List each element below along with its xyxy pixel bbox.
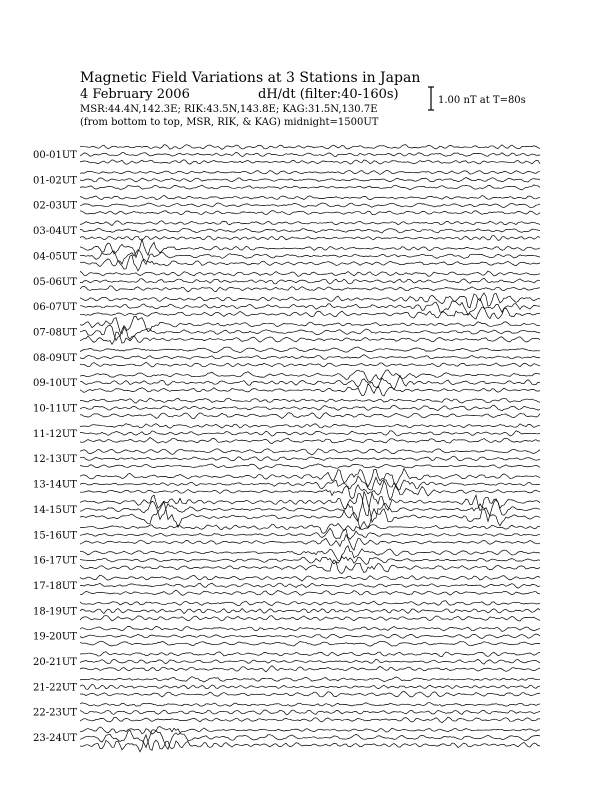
trace-kag bbox=[80, 493, 540, 516]
trace-kag bbox=[80, 449, 540, 455]
trace-msr bbox=[80, 332, 540, 344]
hour-label: 02-03UT bbox=[33, 200, 77, 212]
trace-msr bbox=[80, 641, 540, 646]
trace-msr bbox=[80, 438, 540, 444]
trace-kag bbox=[80, 652, 540, 657]
trace-kag bbox=[80, 347, 540, 353]
trace-msr bbox=[80, 286, 540, 292]
trace-rik bbox=[80, 684, 540, 689]
trace-msr bbox=[80, 307, 540, 319]
trace-rik bbox=[80, 228, 540, 233]
hour-label: 15-16UT bbox=[33, 530, 77, 542]
chart-title: Magnetic Field Variations at 3 Stations in Japan bbox=[80, 70, 421, 86]
hour-label: 03-04UT bbox=[33, 226, 77, 238]
trace-rik bbox=[80, 659, 540, 664]
hour-label: 08-09UT bbox=[33, 352, 77, 364]
trace-msr bbox=[80, 717, 540, 723]
trace-kag bbox=[80, 575, 540, 581]
trace-kag bbox=[80, 271, 540, 276]
trace-msr bbox=[80, 160, 540, 165]
trace-kag bbox=[80, 424, 540, 429]
hour-label: 19-20UT bbox=[33, 631, 77, 643]
trace-msr bbox=[80, 211, 540, 215]
trace-kag bbox=[80, 677, 540, 683]
scale-bar bbox=[428, 87, 434, 110]
hour-label: 18-19UT bbox=[33, 606, 77, 618]
trace-msr bbox=[80, 616, 540, 622]
hour-label: 20-21UT bbox=[33, 657, 77, 668]
trace-rik bbox=[80, 355, 540, 360]
hour-label: 23-24UT bbox=[33, 733, 77, 745]
hour-label: 17-18UT bbox=[33, 580, 77, 592]
trace-rik bbox=[80, 609, 540, 614]
hour-label: 22-23UT bbox=[33, 707, 77, 719]
trace-kag bbox=[80, 145, 540, 150]
trace-msr bbox=[80, 560, 540, 574]
hour-label: 01-02UT bbox=[33, 175, 77, 187]
trace-msr bbox=[80, 464, 540, 469]
date-label: 4 February 2006 bbox=[80, 87, 190, 102]
quantity-label: dH/dt (filter:40-160s) bbox=[258, 87, 399, 102]
trace-rik bbox=[80, 476, 540, 490]
trace-rik bbox=[80, 431, 540, 436]
order-note: (from bottom to top, MSR, RIK, & KAG) midnight=1500UT bbox=[80, 117, 379, 128]
hour-label: 09-10UT bbox=[33, 378, 77, 390]
hour-label: 12-13UT bbox=[33, 454, 77, 466]
trace-msr bbox=[80, 590, 540, 595]
trace-kag bbox=[80, 398, 540, 403]
hour-label: 21-22UT bbox=[33, 682, 77, 694]
hour-label: 00-01UT bbox=[33, 150, 77, 161]
trace-rik bbox=[80, 376, 540, 390]
trace-msr bbox=[80, 236, 540, 241]
hour-label: 13-14UT bbox=[33, 479, 77, 491]
trace-kag bbox=[80, 170, 540, 174]
trace-rik bbox=[80, 152, 540, 156]
trace-kag bbox=[80, 546, 540, 561]
trace-rik bbox=[80, 634, 540, 639]
scale-bar-label: 1.00 nT at T=80s bbox=[438, 95, 526, 106]
trace-rik bbox=[80, 325, 540, 341]
trace-msr bbox=[80, 413, 540, 419]
trace-msr bbox=[80, 481, 540, 500]
hour-label: 06-07UT bbox=[33, 302, 77, 314]
trace-rik bbox=[80, 405, 540, 411]
trace-rik bbox=[80, 456, 540, 461]
trace-rik bbox=[80, 178, 540, 183]
hour-label: 11-12UT bbox=[33, 428, 77, 440]
trace-rik bbox=[80, 583, 540, 588]
trace-msr bbox=[80, 535, 540, 551]
trace-kag bbox=[80, 468, 540, 486]
trace-kag bbox=[80, 316, 540, 333]
hour-label: 05-06UT bbox=[33, 276, 77, 288]
trace-kag bbox=[80, 703, 540, 707]
trace-msr bbox=[80, 666, 540, 672]
trace-kag bbox=[80, 523, 540, 533]
trace-rik bbox=[80, 203, 540, 208]
hour-label: 04-05UT bbox=[33, 251, 77, 263]
trace-msr bbox=[80, 362, 540, 367]
hour-label: 10-11UT bbox=[33, 403, 77, 415]
trace-kag bbox=[80, 370, 540, 382]
stations-label: MSR:44.4N,142.3E; RIK:43.5N,143.8E; KAG:31.5N,130.7E bbox=[80, 104, 378, 115]
hour-label: 16-17UT bbox=[33, 555, 77, 567]
trace-rik bbox=[80, 557, 540, 565]
trace-rik bbox=[80, 710, 540, 714]
trace-rows bbox=[33, 145, 540, 752]
trace-msr bbox=[80, 384, 540, 396]
hour-label: 07-08UT bbox=[33, 327, 77, 339]
trace-kag bbox=[80, 626, 540, 631]
trace-kag bbox=[80, 195, 540, 199]
trace-msr bbox=[80, 691, 540, 697]
hour-label: 14-15UT bbox=[33, 504, 77, 516]
trace-kag bbox=[80, 601, 540, 606]
trace-rik bbox=[80, 528, 540, 539]
trace-kag bbox=[80, 727, 540, 735]
trace-rik bbox=[80, 278, 540, 284]
trace-rik bbox=[80, 299, 540, 316]
trace-kag bbox=[80, 221, 540, 226]
trace-msr bbox=[80, 185, 540, 190]
